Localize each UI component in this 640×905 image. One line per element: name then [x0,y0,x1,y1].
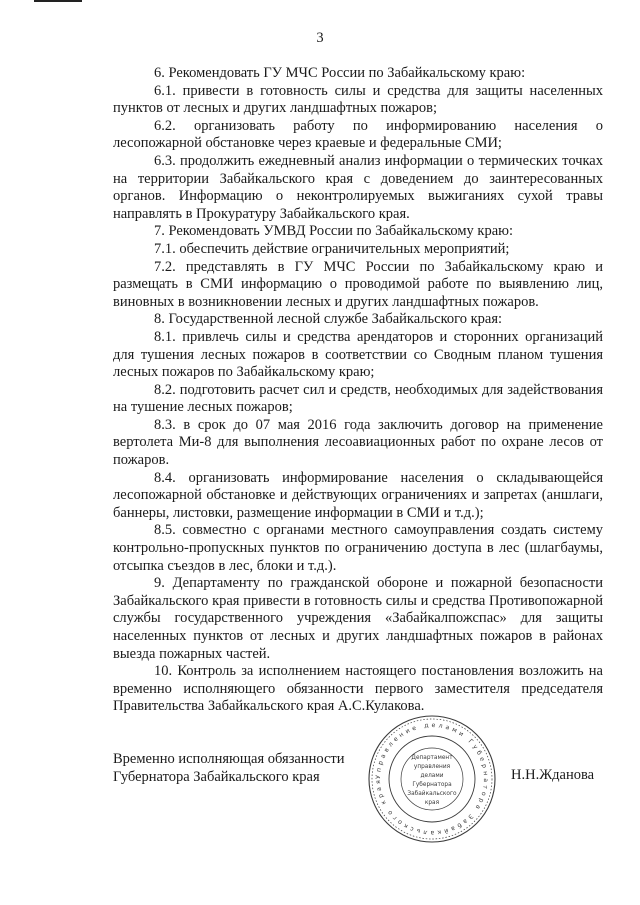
seal-center-line-3: делами [420,773,444,779]
seal-center-line-2: управления [413,764,451,770]
paragraph-6-3: 6.3. продолжить ежедневный анализ информации о термических точках на территории Забайкальского края с доведением до заинтересованных органов. Информацию о неконтролируемых выжиганиях сухой травы направлять в Прокуратуру Забайкальского края. [113,152,603,222]
paragraph-8-3: 8.3. в срок до 07 мая 2016 года заключить договор на применение вертолета Ми-8 для выполнения лесоавиационных работ по охране лесов от пожаров. [113,416,603,469]
official-seal [365,712,499,846]
paragraph-6-2: 6.2. организовать работу по информированию населения о лесопожарной обстановке через краевые и федеральные СМИ; [113,117,603,152]
paragraph-8: 8. Государственной лесной службе Забайкальского края: [154,311,503,328]
seal-center-line-4: Губернатора [412,782,452,788]
corner-mark [34,0,82,2]
signatory-name: Н.Н.Жданова [511,767,595,783]
paragraph-7-2: 7.2. представлять в ГУ МЧС России по Забайкальскому краю и размещать в СМИ информацию о проводимой работе по выявлению лиц, виновных в возникновении лесных и других ландшафтных пожаров. [113,258,603,310]
paragraph-6: 6. Рекомендовать ГУ МЧС России по Забайкальскому краю: [154,65,526,81]
seal-outer-text: Управление делами Губернатора Забайкальского края [374,721,490,837]
paragraph-8-4: 8.4. организовать информирование населения о складывающейся лесопожарной обстановке и действующих ограничениях и запретах (аншлаги, баннеры, листовки, размещение информации в СМИ и т.д.); [113,469,603,521]
signatory-title-line-2: Губернатора Забайкальского края [113,769,320,785]
paragraph-6-1: 6.1. привести в готовность силы и средства для защиты населенных пунктов от лесных и других ландшафтных пожаров; [113,82,603,117]
signatory-title-line-1: Временно исполняющая обязанности [113,751,345,767]
paragraph-8-1: 8.1. привлечь силы и средства арендаторов и сторонних организаций для тушения лесных пожаров в соответствии со Сводным планом тушения лесных пожаров по Забайкальскому краю; [113,328,603,381]
seal-center-line-1: Департамент [411,755,453,761]
paragraph-8-5: 8.5. совместно с органами местного самоуправления создать систему контрольно-пропускных пунктов по ограничению доступа в лес (шлагбаумы, отсыпка съездов в лес, блоки и т.д.). [113,522,603,574]
paragraph-7-1: 7.1. обеспечить действие ограничительных мероприятий; [154,240,510,257]
paragraph-7: 7. Рекомендовать УМВД России по Забайкальскому краю: [154,223,514,240]
paragraph-10: 10. Контроль за исполнением настоящего постановления возложить на временно исполняющего обязанности первого заместителя председателя Правительства Забайкальского края А.С.Кулакова. [113,663,603,715]
document-body [113,65,603,716]
page-number: 3 [316,30,324,46]
paragraph-9: 9. Департаменту по гражданской обороне и пожарной безопасности Забайкальского края привести в готовность силы и средства Противопожарной службы государственного учреждения «Забайкалпожспас» для защиты населенных пунктов от лесных и других ландшафтных пожаров в районах выезда пожарных частей. [113,575,603,662]
signatory-title [113,750,345,786]
seal-center-line-6: края [424,800,440,806]
paragraph-8-2: 8.2. подготовить расчет сил и средств, необходимых для задействования на тушение лесных пожаров; [113,381,603,416]
seal-center-line-5: Забайкальского [407,791,457,797]
